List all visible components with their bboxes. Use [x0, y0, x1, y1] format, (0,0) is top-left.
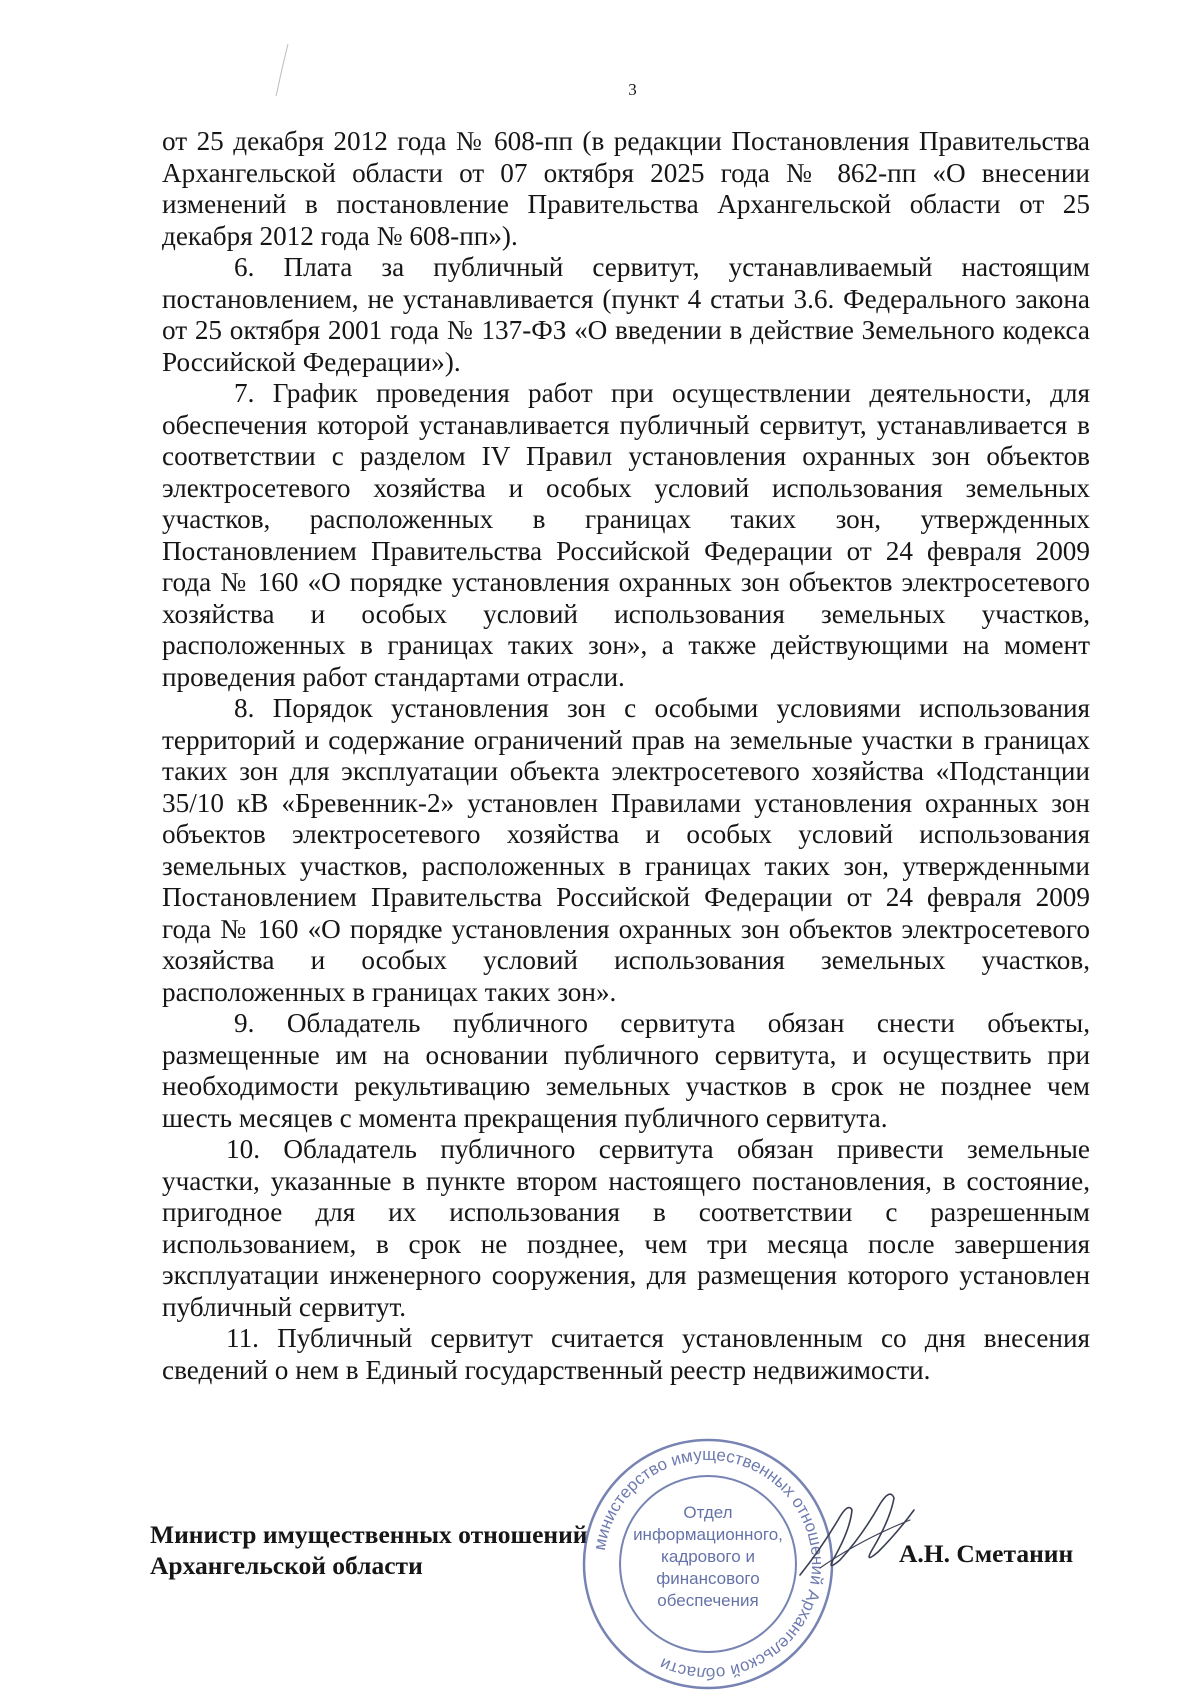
stamp-ring-text: министерство имущественных отношений Архангельской области: [589, 1444, 828, 1684]
scan-artifact: [270, 40, 300, 100]
paragraph-continuation: от 25 декабря 2012 года № 608-пп (в редакции Постановления Правительства Архангельской области от 07 октября 2025 года № 862-пп «О внесении изменений в постановление Правительства Архангельской области от 25 декабря 2012 года № 608-пп»).: [162, 126, 1090, 251]
signatory-title-line1: Министр имущественных отношений: [150, 1520, 588, 1549]
signatory-title-line2: Архангельской области: [150, 1551, 423, 1580]
paragraph-item-8: 8. Порядок установления зон с особыми условиями использования территорий и содержание ограничений прав на земельные участки в границах таких зон для эксплуатации объекта электросетевого хозяйства «Подстанции 35/10 кВ «Бревенник-2» установлен Правилами установления охранных зон объектов электросетевого хозяйства и особых условий использования земельных участков, расположенных в границах таких зон, утвержденными Постановлением Правительства Российской Федерации от 24 февраля 2009 года № 160 «О порядке установления охранных зон объектов электросетевого хозяйства и особых условий использования земельных участков, расположенных в границах таких зон».: [162, 693, 1090, 1007]
paragraph-item-9: 9. Обладатель публичного сервитута обязан снести объекты, размещенные им на основании публичного сервитута, и осуществить при необходимости рекультивацию земельных участков в срок не позднее чем шесть месяцев с момента прекращения публичного сервитута.: [162, 1008, 1090, 1133]
stamp-line-4: финансового: [656, 1569, 760, 1588]
stamp-line-2: информационного,: [633, 1525, 783, 1544]
stamp-line-3: кадрового и: [661, 1547, 755, 1566]
signatory-title: [150, 1519, 587, 1581]
stamp-line-1: Отдел: [683, 1503, 733, 1522]
page-number: 3: [628, 80, 637, 99]
paragraph-item-11: 11. Публичный сервитут считается установленным со дня внесения сведений о нем в Единый государственный реестр недвижимости.: [162, 1323, 1090, 1385]
handwritten-signature: [790, 1480, 950, 1590]
paragraph-item-6: 6. Плата за публичный сервитут, устанавливаемый настоящим постановлением, не устанавливается (пункт 4 статьи 3.6. Федерального закона от 25 октября 2001 года № 137-ФЗ «О введении в действие Земельного кодекса Российской Федерации»).: [162, 252, 1090, 377]
stamp-line-5: обеспечения: [657, 1591, 759, 1610]
paragraph-item-10: 10. Обладатель публичного сервитута обязан привести земельные участки, указанные в пункте втором настоящего постановления, в состояние, пригодное для их использования в соответствии с разрешенным использованием, в срок не позднее, чем три месяца после завершения эксплуатации инженерного сооружения, для размещения которого установлен публичный сервитут.: [162, 1134, 1090, 1322]
paragraph-item-7: 7. График проведения работ при осуществлении деятельности, для обеспечения которой устанавливается публичный сервитут, устанавливается в соответствии с разделом IV Правил установления охранных зон объектов электросетевого хозяйства и особых условий использования земельных участков, расположенных в границах таких зон, утвержденных Постановлением Правительства Российской Федерации от 24 февраля 2009 года № 160 «О порядке установления охранных зон объектов электросетевого хозяйства и особых условий использования земельных участков, расположенных в границах таких зон», а также действующими на момент проведения работ стандартами отрасли.: [162, 378, 1090, 692]
signatory-name: А.Н. Сметанин: [899, 1539, 1074, 1568]
document-body: [162, 126, 1090, 1386]
